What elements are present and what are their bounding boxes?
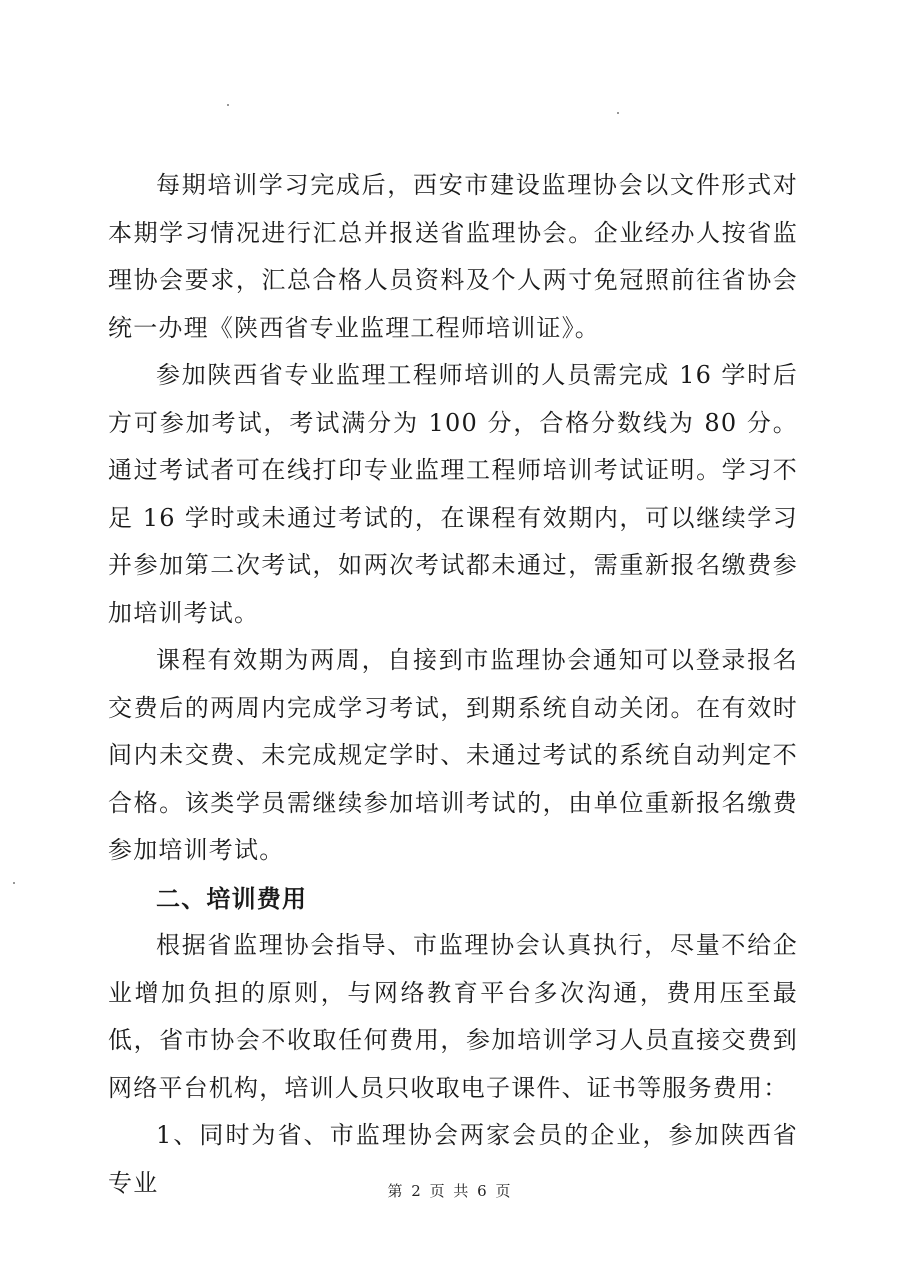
section-heading-training-fees: 二、培训费用: [156, 883, 308, 913]
scan-speck: [227, 104, 229, 106]
paragraph-summary-report: 每期培训学习完成后，西安市建设监理协会以文件形式对本期学习情况进行汇总并报送省监理协会。企业经办人按省监理协会要求，汇总合格人员资料及个人两寸免冠照前往省协会统一办理《陕西省专业监理工程师培训证》。: [108, 171, 798, 342]
scan-speck: [13, 882, 15, 884]
paragraph-fee-principle: 根据省监理协会指导、市监理协会认真执行，尽量不给企业增加负担的原则，与网络教育平台多次沟通，费用压至最低，省市协会不收取任何费用，参加培训学习人员直接交费到网络平台机构，培训人员只收取电子课件、证书等服务费用：: [108, 931, 798, 1102]
scan-speck: [617, 112, 619, 114]
document-body: [108, 162, 798, 1207]
paragraph-fee-item-1: 1、同时为省、市监理协会两家会员的企业，参加陕西省专业: [108, 1121, 798, 1197]
paragraph-exam-requirements: 参加陕西省专业监理工程师培训的人员需完成 16 学时后方可参加考试，考试满分为 100 分，合格分数线为 80 分。通过考试者可在线打印专业监理工程师培训考试证明。学习不足 16 学时或未通过考试的，在课程有效期内，可以继续学习并参加第二次考试，如两次考试都未通过，需重新报名缴费参加培训考试。: [108, 361, 798, 627]
paragraph-course-validity: 课程有效期为两周，自接到市监理协会通知可以登录报名交费后的两周内完成学习考试，到期系统自动关闭。在有效时间内未交费、未完成规定学时、未通过考试的系统自动判定不合格。该类学员需继续参加培训考试的，由单位重新报名缴费参加培训考试。: [108, 646, 798, 864]
page-number-footer: 第 2 页 共 6 页: [387, 1182, 513, 1200]
